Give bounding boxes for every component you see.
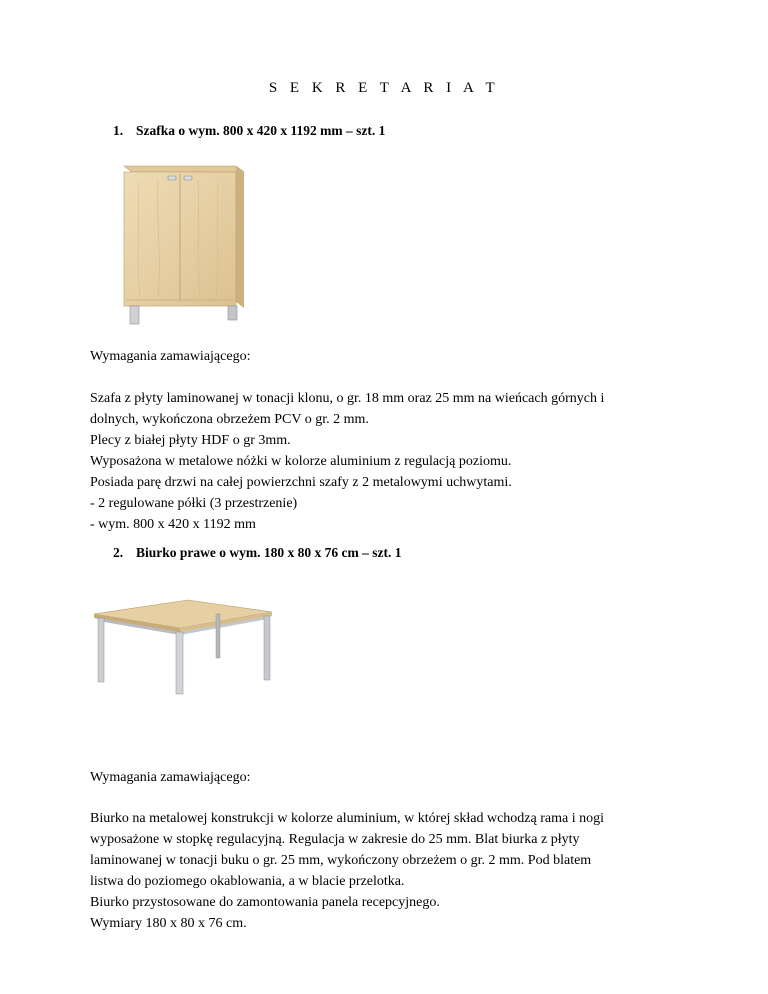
item-title: Szafka o wym. 800 x 420 x 1192 mm – szt. 1 <box>136 123 386 138</box>
desk-image <box>88 598 278 696</box>
description-line: dolnych, wykończona obrzeżem PCV o gr. 2 mm. <box>90 412 369 427</box>
description-line: Biurko przystosowane do zamontowania panela recepcyjnego. <box>90 895 440 910</box>
item-title: Biurko prawe o wym. 180 x 80 x 76 cm – szt. 1 <box>136 545 402 560</box>
description-line: wyposażone w stopkę regulacyjną. Regulacja w zakresie do 25 mm. Blat biurka z płyty <box>90 832 580 847</box>
description-line: Posiada parę drzwi na całej powierzchni szafy z 2 metalowymi uchwytami. <box>90 475 512 490</box>
cabinet-image <box>118 162 248 328</box>
description-line: Plecy z białej płyty HDF o gr 3mm. <box>90 433 291 448</box>
item-2-heading <box>113 545 401 561</box>
description-line: - wym. 800 x 420 x 1192 mm <box>90 517 256 532</box>
item-number: 1. <box>113 123 124 138</box>
item-1-heading <box>113 123 385 139</box>
description-line: Biurko na metalowej konstrukcji w kolorze aluminium, w której skład wchodzą rama i nogi <box>90 811 604 826</box>
description-line: - 2 regulowane półki (3 przestrzenie) <box>90 496 298 511</box>
description-line: listwa do poziomego okablowania, a w blacie przelotka. <box>90 874 405 889</box>
item-1-description <box>90 388 604 535</box>
item-number: 2. <box>113 545 124 560</box>
description-line: Szafa z płyty laminowanej w tonacji klonu, o gr. 18 mm oraz 25 mm na wieńcach górnych i <box>90 391 605 406</box>
description-line: laminowanej w tonacji buku o gr. 25 mm, wykończony obrzeżem o gr. 2 mm. Pod blatem <box>90 853 592 868</box>
page-title: S E K R E T A R I A T <box>268 80 500 96</box>
description-line: Wyposażona w metalowe nóżki w kolorze aluminium z regulacją poziomu. <box>90 454 512 469</box>
item-1-requirements-label: Wymagania zamawiającego: <box>90 349 251 364</box>
description-line: Wymiary 180 x 80 x 76 cm. <box>90 916 247 931</box>
item-2-description <box>90 808 604 934</box>
item-2-requirements-label: Wymagania zamawiającego: <box>90 770 251 785</box>
